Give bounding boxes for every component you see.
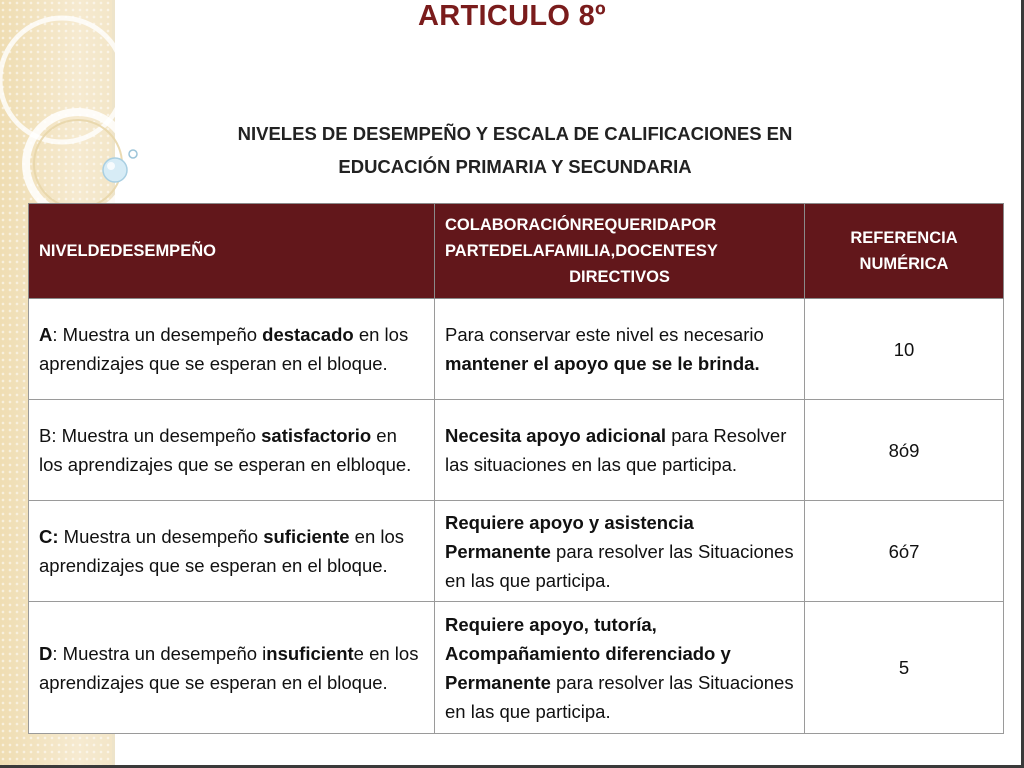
header-referencia bbox=[805, 204, 1004, 299]
header-colaboracion-line-3: DIRECTIVOS bbox=[569, 268, 670, 286]
cell-colaboracion-a bbox=[435, 299, 805, 400]
header-referencia-line-2: NUMÉRICA bbox=[859, 255, 949, 273]
table-row-level-a bbox=[29, 299, 1004, 400]
level-letter: C: bbox=[39, 526, 59, 547]
nivel-text: B: Muestra un desempeño bbox=[39, 425, 262, 446]
nivel-text: Muestra un desempeño bbox=[58, 526, 264, 547]
level-letter: A bbox=[39, 324, 53, 345]
cell-colaboracion-c bbox=[435, 501, 805, 602]
colaboracion-text: para resolver las Situaciones en las que participa. bbox=[445, 540, 794, 591]
cell-nivel-b bbox=[29, 400, 435, 501]
colaboracion-text: Para conservar este nivel es necesario bbox=[445, 324, 764, 345]
cell-nivel-c bbox=[29, 501, 435, 602]
colaboracion-emphasis: Requiere apoyo, tutoría, Acompañamiento diferenciado y Permanente bbox=[445, 613, 731, 693]
header-colaboracion-line-1: COLABORACIÓNREQUERIDAPOR bbox=[445, 216, 717, 234]
nivel-emphasis: suficiente bbox=[263, 526, 350, 547]
subtitle-line-2: EDUCACIÓN PRIMARIA Y SECUNDARIA bbox=[338, 156, 692, 177]
header-colaboracion bbox=[435, 204, 805, 299]
cell-referencia-a: 10 bbox=[805, 299, 1004, 400]
nivel-text-end: en los aprendizajes que se esperan en elbloque. bbox=[39, 425, 412, 475]
header-colaboracion-line-2: PARTEDELAFAMILIA,DOCENTESY bbox=[445, 242, 718, 260]
nivel-emphasis: destacado bbox=[262, 324, 354, 345]
nivel-text: : Muestra un desempeño i bbox=[52, 642, 267, 664]
nivel-text-end: en los aprendizajes que se esperan en el bloque. bbox=[39, 526, 405, 576]
level-letter: D bbox=[39, 642, 53, 664]
colaboracion-text: para Resolver las situaciones en las que participa. bbox=[445, 425, 787, 475]
nivel-emphasis: nsuficient bbox=[266, 642, 354, 664]
nivel-emphasis: satisfactorio bbox=[261, 425, 372, 446]
cell-nivel-a bbox=[29, 299, 435, 400]
performance-levels-table bbox=[28, 203, 1004, 734]
header-referencia-line-1: REFERENCIA bbox=[850, 229, 958, 247]
colaboracion-emphasis: Necesita apoyo adicional bbox=[445, 425, 667, 446]
colaboracion-emphasis: mantener el apoyo que se le brinda. bbox=[445, 353, 760, 374]
slide-subtitle bbox=[210, 117, 820, 183]
cell-referencia-d: 5 bbox=[805, 602, 1004, 734]
cell-referencia-c: 6ó7 bbox=[805, 501, 1004, 602]
cell-colaboracion-d bbox=[435, 602, 805, 734]
header-nivel: NIVELDEDESEMPEÑO bbox=[29, 204, 435, 299]
nivel-text-end: en los aprendizajes que se esperan en el bloque. bbox=[39, 324, 409, 374]
subtitle-line-1: NIVELES DE DESEMPEÑO Y ESCALA DE CALIFICACIONES EN bbox=[237, 123, 793, 144]
table-header-row bbox=[29, 204, 1004, 299]
cell-nivel-d bbox=[29, 602, 435, 734]
nivel-text: : Muestra un desempeño bbox=[52, 324, 263, 345]
nivel-text-end: e en los aprendizajes que se esperan en el bloque. bbox=[39, 642, 419, 693]
cell-referencia-b: 8ó9 bbox=[805, 400, 1004, 501]
cell-colaboracion-b bbox=[435, 400, 805, 501]
slide-title: ARTICULO 8º bbox=[418, 0, 606, 32]
table-row-level-b bbox=[29, 400, 1004, 501]
table-row-level-d bbox=[29, 602, 1004, 734]
colaboracion-emphasis: Requiere apoyo y asistencia Permanente bbox=[445, 511, 694, 562]
table-row-level-c bbox=[29, 501, 1004, 602]
colaboracion-text: para resolver las Situaciones en las que participa. bbox=[445, 671, 794, 722]
